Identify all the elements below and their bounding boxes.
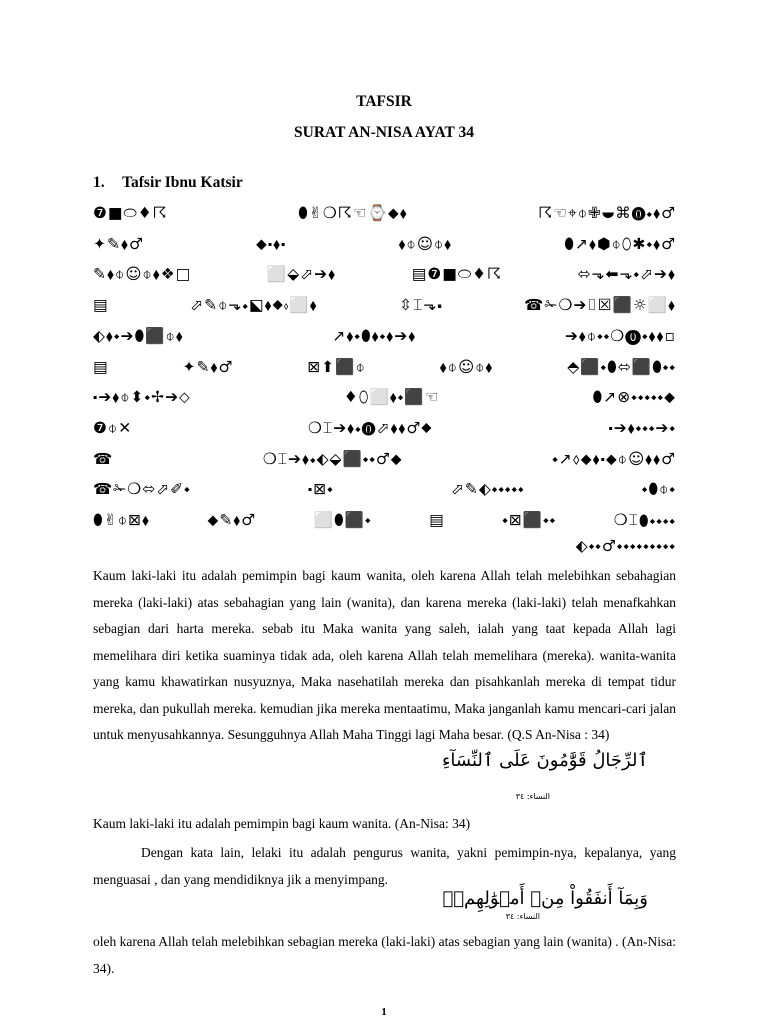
section-heading [93,174,243,192]
wingdings-word: ❼⌽✕ [93,418,133,437]
wingdings-line [93,234,676,254]
wingdings-word: ✦✎⬧♂ [182,357,234,376]
wingdings-line [93,449,676,469]
wingdings-word: ❍⌶➔⬧⬩⓿⬀⬧⬧♂⬥ [308,418,433,437]
wingdings-word: ⬩⊠⬛⬩⬩ [502,511,557,529]
arabic-verse-2: وَبِمَآ أَنفَقُواْ مِنۡ أَمۡوَٰلِهِمۡۚ [442,888,648,909]
wingdings-line [93,510,676,530]
explanation-paragraph: Dengan kata lain, lelaki itu adalah pengurus wanita, yakni pemimpin-nya, kepalanya, yang menguasai , dan yang mendidiknya jik a menyimpang. [93,845,676,887]
wingdings-word: ▤❼■⬭♦☈ [411,265,502,284]
wingdings-word: ⬝➔⬧⬩⬩⬩➔⬩ [608,418,676,437]
wingdings-word: ⬩⬮⌽⬩ [641,480,676,499]
wingdings-word: ❍⌶⬮⬩⬩⬩⬩ [613,511,676,529]
wingdings-word: ⬜⬙⬀➔⬧ [266,265,337,284]
wingdings-word: ⬀✎⬖⬩⬩⬩⬩⬩ [450,480,525,499]
wingdings-word: ⬩↗⬨⬥⬧⬝⬥⌽☺⬧⬧♂ [552,449,676,468]
wingdings-word: ⬜⬮⬛⬩ [313,511,372,529]
wingdings-word: ⬥✎⬧♂ [207,511,257,529]
wingdings-word: ▤ [93,296,109,315]
page-number: 1 [381,1006,387,1018]
arabic-verse-2-reference: النساء: ٣٤ [505,912,540,921]
wingdings-line [93,264,676,284]
wingdings-word: ☎✁❍➔⌷☒⬛☼⬜⬧ [524,296,676,315]
wingdings-word: ⬧⌽☺⌽⬧ [439,357,494,376]
translation-paragraph: Kaum laki-laki itu adalah pemimpin bagi kaum wanita, oleh karena Allah telah melebihkan sebahagian mereka (laki-laki) atas sebahagian yang lain (wanita), dan karena mereka (laki-laki) telah menafkahkan sebagian dari harta mereka. sebab itu Maka wanita yang saleh, ialah yang taat kepada Allah lagi memelihara diri ketika suaminya tidak ada, oleh karena Allah telah memelihara (mereka). wanita-wanita yang kamu khawatirkan nusyuznya, Maka nasehatilah mereka dan pisahkanlah mereka di tempat tidur mereka, dan pukullah mereka. kemudian jika mereka mentaatimu, Maka janganlah kamu mencari-cari jalan untuk menyusahkannya. Sesungguhnya Allah Maha Tinggi lagi Maha besar. (Q.S An-Nisa : 34) [93,568,676,742]
wingdings-word: ⬝⊠⬩ [307,480,334,499]
wingdings-line [93,479,676,499]
wingdings-word: ⬝➔⬧⌽⬍⬩✢➔⬦ [93,388,191,407]
wingdings-word: ⬮✌⌽⊠⬧ [93,511,150,529]
wingdings-line [93,418,676,438]
wingdings-word: ⬧⌽☺⌽⬧ [398,234,453,253]
wingdings-word: ❼■⬭♦☈ [93,204,168,222]
wingdings-word: ⬮↗⊗⬩⬩⬩⬩⬩⬥ [592,388,676,407]
section-number: 1. [93,174,105,191]
document-subtitle: SURAT AN-NISA AYAT 34 [294,124,474,141]
wingdings-word: ⬄⬎⬅⬎⬩⬀➔⬧ [577,265,676,284]
quote-paragraph-2: oleh karena Allah telah melebihkan sebagian mereka (laki-laki) atas sebagian yang lain (wanita) . (An-Nisa: 34). [93,934,676,976]
arabic-verse-1: ٱلرِّجَالُ قَوَّٰمُونَ عَلَى ٱلنِّسَآءِ [441,750,648,771]
wingdings-line [93,326,676,346]
arabic-verse-1-reference: النساء: ٣٤ [515,792,550,801]
wingdings-word: ⬥⬝⬧⬝ [255,234,287,253]
wingdings-word: ♦⬯⬜⬧⬩⬛☜ [343,388,440,407]
wingdings-line [93,357,676,377]
wingdings-word: ▤ [429,511,445,529]
wingdings-word: ⊠⬆⬛⌽ [307,357,366,376]
document-title: TAFSIR [356,93,412,110]
wingdings-word: ⬖⬩⬩♂⬩⬩⬩⬩⬩⬩⬩⬩⬩ [575,537,676,555]
wingdings-word: ☎✁❍⬄⬀✐⬩ [93,480,191,499]
wingdings-word: ☈☜⌖⌽✙⯋⌘⓿⬩⬧♂ [538,204,676,222]
wingdings-word: ✎⬧⌽☺⌽⬧❖□ [93,265,192,284]
wingdings-word: ➔⬧⌽⬩⬩❍⓿⬩⬧⬧▫ [564,326,676,345]
wingdings-word: ⬮↗⬧⬢⌽⬯✱⬩⬧♂ [564,234,676,253]
wingdings-word: ↗⬧⬩⬮⬧⬩⬧➔⬧ [332,326,417,345]
wingdings-line [93,295,676,315]
wingdings-word: ☎ [93,449,114,468]
wingdings-word: ❍⌶➔⬧⬩⬖⬙⬛⬩⬩♂⬥ [262,449,403,468]
wingdings-word: ⇳⌶⬎⬝ [399,296,443,315]
wingdings-line [93,203,676,223]
quote-paragraph: Kaum laki-laki itu adalah pemimpin bagi kaum wanita. (An-Nisa: 34) [93,816,471,831]
wingdings-word: ⬀✎⌽⬎⬩⬕⬧⬥⬫⬜⬧ [190,296,318,315]
wingdings-word: ⬖⬧⬩➔⬮⬛⌽⬧ [93,326,184,345]
wingdings-word: ⬮✌❍☈☜⌚⬥⬧ [298,204,408,222]
wingdings-line [93,387,676,407]
wingdings-word: ▤ [93,357,109,376]
wingdings-line [93,536,676,556]
wingdings-word: ⬘⬛⬩⬮⬄⬛⬮⬩⬩ [567,357,676,376]
wingdings-word: ✦✎⬧♂ [93,234,144,253]
section-title: Tafsir Ibnu Katsir [122,174,243,191]
